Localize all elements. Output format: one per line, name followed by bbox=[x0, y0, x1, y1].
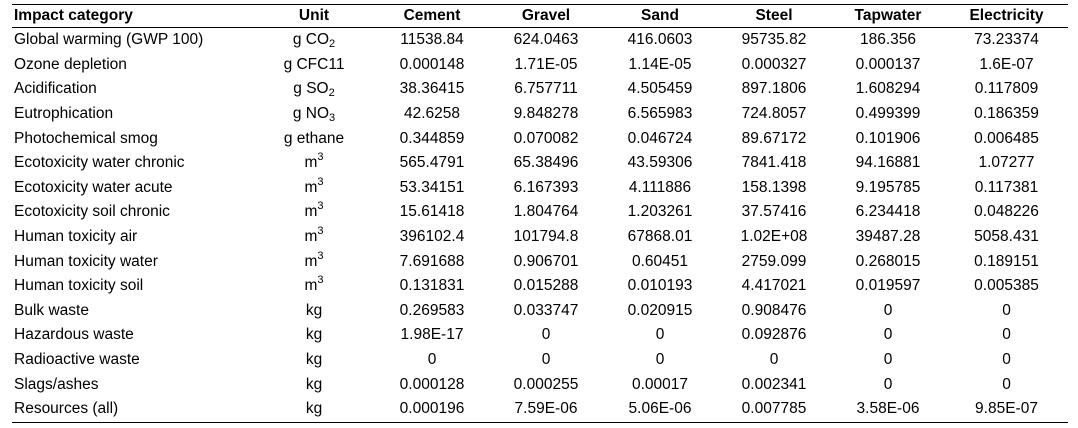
header-gravel: Gravel bbox=[489, 5, 603, 28]
steel-value-cell: 0.092876 bbox=[741, 326, 807, 344]
gravel-value-cell: 0.033747 bbox=[513, 301, 579, 319]
sand-value-cell: 0.046724 bbox=[627, 129, 693, 147]
steel-value-cell: 158.1398 bbox=[741, 178, 807, 196]
tapwater-value-cell: 9.195785 bbox=[855, 178, 921, 196]
unit-base: kg bbox=[305, 351, 323, 369]
tapwater-value-cell: 0.019597 bbox=[855, 277, 921, 295]
cement-value-cell: 0 bbox=[427, 351, 437, 369]
unit-superscript: 3 bbox=[317, 249, 324, 262]
electricity-value-cell: 0.006485 bbox=[974, 129, 1039, 147]
steel-value-cell: 0 bbox=[769, 351, 779, 369]
header-sand: Sand bbox=[603, 5, 717, 28]
cement-value-cell: 15.61418 bbox=[399, 203, 465, 221]
tapwater-value-cell: 0 bbox=[883, 326, 893, 344]
unit-cell bbox=[253, 176, 375, 201]
sand-value-cell: 0.010193 bbox=[627, 277, 693, 295]
table-row bbox=[12, 225, 1068, 250]
table-row bbox=[12, 348, 1068, 373]
tapwater-value-cell: 39487.28 bbox=[855, 228, 921, 246]
unit-base: g ethane bbox=[283, 129, 345, 147]
tapwater-value-cell: 0.499399 bbox=[855, 105, 921, 123]
sand-value-cell: 4.505459 bbox=[627, 80, 693, 98]
tapwater-value-cell: 186.356 bbox=[859, 31, 917, 49]
tapwater-value-cell: 3.58E-06 bbox=[831, 397, 945, 422]
electricity-value-cell: 0.189151 bbox=[974, 252, 1039, 270]
tapwater-value-cell: 0 bbox=[883, 351, 893, 369]
gravel-value-cell: 1.71E-05 bbox=[514, 55, 578, 73]
steel-value-cell: 0.002341 bbox=[741, 375, 807, 393]
electricity-value-cell: 0.048226 bbox=[974, 203, 1039, 221]
unit-base: g NO bbox=[292, 105, 330, 123]
table-row bbox=[12, 249, 1068, 274]
gravel-value-cell: 7.59E-06 bbox=[489, 397, 603, 422]
sand-value-cell: 43.59306 bbox=[627, 154, 693, 172]
unit-cell bbox=[253, 151, 375, 176]
unit-base: m bbox=[304, 228, 318, 246]
steel-value-cell: 0.007785 bbox=[717, 397, 831, 422]
impact-category-cell: Hazardous waste bbox=[14, 326, 134, 344]
electricity-value-cell: 9.85E-07 bbox=[945, 397, 1068, 422]
cement-value-cell: 11538.84 bbox=[400, 31, 464, 49]
table-row bbox=[12, 126, 1068, 151]
gravel-value-cell: 0.070082 bbox=[513, 129, 579, 147]
unit-base: kg bbox=[305, 375, 323, 393]
tapwater-value-cell: 0 bbox=[883, 301, 893, 319]
unit-base: kg bbox=[305, 301, 323, 319]
impact-category-cell: Ecotoxicity soil chronic bbox=[14, 203, 170, 221]
sand-value-cell: 5.06E-06 bbox=[603, 397, 717, 422]
steel-value-cell: 4.417021 bbox=[741, 277, 807, 295]
cement-value-cell: 0.000128 bbox=[399, 375, 465, 393]
cement-value-cell: 0.269583 bbox=[399, 301, 465, 319]
sand-value-cell: 6.565983 bbox=[627, 105, 693, 123]
unit-superscript: 3 bbox=[317, 274, 324, 287]
header-impact-category: Impact category bbox=[12, 5, 253, 28]
unit-cell bbox=[253, 102, 375, 127]
tapwater-value-cell: 0.268015 bbox=[855, 252, 921, 270]
electricity-value-cell: 0.186359 bbox=[974, 105, 1039, 123]
impact-category-cell: Radioactive waste bbox=[14, 351, 140, 369]
cement-value-cell: 53.34151 bbox=[399, 178, 465, 196]
unit-subscript: 2 bbox=[328, 87, 335, 100]
steel-value-cell: 0.908476 bbox=[741, 301, 807, 319]
electricity-value-cell: 0 bbox=[1002, 326, 1011, 344]
table-row bbox=[12, 200, 1068, 225]
unit-base: m bbox=[304, 277, 318, 295]
unit-base: kg bbox=[305, 326, 323, 344]
table-row bbox=[12, 372, 1068, 397]
table-row bbox=[12, 299, 1068, 324]
electricity-value-cell: 0 bbox=[1002, 375, 1011, 393]
cement-value-cell: 38.36415 bbox=[399, 80, 465, 98]
impact-category-cell: Ecotoxicity water chronic bbox=[14, 154, 185, 172]
table-row bbox=[12, 28, 1068, 53]
table-row bbox=[12, 176, 1068, 201]
table-row bbox=[12, 77, 1068, 102]
impact-category-cell: Human toxicity soil bbox=[14, 277, 144, 295]
sand-value-cell: 1.203261 bbox=[627, 203, 693, 221]
gravel-value-cell: 0.015288 bbox=[513, 277, 579, 295]
unit-base: g CO bbox=[292, 31, 330, 49]
unit-cell bbox=[253, 53, 375, 78]
impact-category-cell: Acidification bbox=[14, 80, 97, 98]
unit-subscript: 2 bbox=[329, 38, 336, 51]
tapwater-value-cell: 0 bbox=[883, 375, 893, 393]
tapwater-value-cell: 0.101906 bbox=[855, 129, 921, 147]
impact-category-cell: Bulk waste bbox=[14, 301, 89, 319]
impact-table bbox=[12, 4, 1068, 423]
electricity-value-cell: 0.117809 bbox=[974, 80, 1039, 98]
table-row bbox=[12, 102, 1068, 127]
sand-value-cell: 0.020915 bbox=[627, 301, 693, 319]
tapwater-value-cell: 0.000137 bbox=[855, 55, 921, 73]
gravel-value-cell: 0.000255 bbox=[513, 375, 579, 393]
gravel-value-cell: 0.906701 bbox=[513, 252, 579, 270]
unit-cell bbox=[253, 299, 375, 324]
gravel-value-cell: 0 bbox=[541, 351, 551, 369]
steel-value-cell: 897.1806 bbox=[741, 80, 807, 98]
header-electricity: Electricity bbox=[945, 5, 1068, 28]
sand-value-cell: 0 bbox=[655, 326, 665, 344]
header-tapwater: Tapwater bbox=[831, 5, 945, 28]
unit-base: m bbox=[304, 252, 318, 270]
impact-category-cell: Eutrophication bbox=[14, 105, 114, 123]
impact-category-cell: Human toxicity water bbox=[14, 252, 158, 270]
steel-value-cell: 89.67172 bbox=[741, 129, 807, 147]
impact-category-cell: Human toxicity air bbox=[14, 228, 138, 246]
cement-value-cell: 396102.4 bbox=[399, 228, 465, 246]
unit-cell bbox=[253, 200, 375, 225]
cement-value-cell: 42.6258 bbox=[403, 105, 461, 123]
table-row bbox=[12, 151, 1068, 176]
unit-cell bbox=[253, 274, 375, 299]
unit-cell bbox=[253, 372, 375, 397]
header-steel: Steel bbox=[717, 5, 831, 28]
tapwater-value-cell: 6.234418 bbox=[855, 203, 921, 221]
impact-category-cell: Global warming (GWP 100) bbox=[14, 31, 204, 49]
unit-cell bbox=[253, 397, 375, 422]
electricity-value-cell: 0 bbox=[1002, 301, 1011, 319]
sand-value-cell: 4.111886 bbox=[628, 178, 692, 196]
gravel-value-cell: 1.804764 bbox=[513, 203, 579, 221]
steel-value-cell: 37.57416 bbox=[741, 203, 807, 221]
unit-cell bbox=[253, 225, 375, 250]
cement-value-cell: 0.131831 bbox=[399, 277, 465, 295]
cement-value-cell: 0.344859 bbox=[399, 129, 465, 147]
unit-superscript: 3 bbox=[317, 225, 324, 238]
header-cement: Cement bbox=[375, 5, 489, 28]
electricity-value-cell: 73.23374 bbox=[974, 31, 1039, 49]
sand-value-cell: 67868.01 bbox=[627, 228, 693, 246]
header-row bbox=[12, 5, 1068, 28]
electricity-value-cell: 1.07277 bbox=[978, 154, 1035, 172]
unit-cell bbox=[253, 77, 375, 102]
table-row bbox=[12, 323, 1068, 348]
gravel-value-cell: 101794.8 bbox=[513, 228, 579, 246]
unit-base: g SO bbox=[293, 80, 329, 98]
gravel-value-cell: 6.757711 bbox=[514, 80, 578, 98]
unit-base: m bbox=[304, 178, 318, 196]
electricity-value-cell: 1.6E-07 bbox=[979, 55, 1034, 73]
unit-superscript: 3 bbox=[317, 151, 324, 164]
gravel-value-cell: 624.0463 bbox=[513, 31, 579, 49]
steel-value-cell: 0.000327 bbox=[741, 55, 807, 73]
unit-base: g CFC11 bbox=[283, 55, 345, 73]
unit-cell bbox=[253, 28, 375, 53]
unit-superscript: 3 bbox=[317, 200, 324, 213]
gravel-value-cell: 6.167393 bbox=[513, 178, 579, 196]
steel-value-cell: 7841.418 bbox=[741, 154, 807, 172]
impact-category-cell: Ozone depletion bbox=[14, 55, 127, 73]
sand-value-cell: 0.00017 bbox=[631, 375, 689, 393]
steel-value-cell: 2759.099 bbox=[741, 252, 807, 270]
steel-value-cell: 1.02E+08 bbox=[740, 228, 808, 246]
gravel-value-cell: 65.38496 bbox=[513, 154, 579, 172]
cement-value-cell: 0.000148 bbox=[399, 55, 465, 73]
gravel-value-cell: 9.848278 bbox=[513, 105, 579, 123]
cement-value-cell: 1.98E-17 bbox=[400, 326, 464, 344]
impact-category-cell: Photochemical smog bbox=[14, 129, 158, 147]
steel-value-cell: 95735.82 bbox=[741, 31, 807, 49]
electricity-value-cell: 0.117381 bbox=[974, 178, 1039, 196]
unit-cell bbox=[253, 348, 375, 373]
tapwater-value-cell: 1.608294 bbox=[855, 80, 921, 98]
sand-value-cell: 0 bbox=[655, 351, 665, 369]
unit-cell bbox=[253, 249, 375, 274]
cement-value-cell: 0.000196 bbox=[375, 397, 489, 422]
impact-category-cell: Slags/ashes bbox=[14, 375, 99, 393]
cement-value-cell: 7.691688 bbox=[399, 252, 465, 270]
table-row bbox=[12, 397, 1068, 422]
unit-cell bbox=[253, 323, 375, 348]
gravel-value-cell: 0 bbox=[541, 326, 551, 344]
table-row bbox=[12, 53, 1068, 78]
steel-value-cell: 724.8057 bbox=[741, 105, 807, 123]
electricity-value-cell: 5058.431 bbox=[974, 228, 1039, 246]
unit-base: m bbox=[304, 154, 318, 172]
impact-category-cell: Ecotoxicity water acute bbox=[14, 178, 173, 196]
electricity-value-cell: 0 bbox=[1002, 351, 1011, 369]
sand-value-cell: 1.14E-05 bbox=[628, 55, 692, 73]
unit-base: m bbox=[304, 203, 318, 221]
table-row bbox=[12, 274, 1068, 299]
sand-value-cell: 416.0603 bbox=[627, 31, 693, 49]
cement-value-cell: 565.4791 bbox=[399, 154, 465, 172]
header-unit: Unit bbox=[253, 5, 375, 28]
unit-superscript: 3 bbox=[317, 175, 324, 188]
unit-subscript: 3 bbox=[329, 112, 336, 125]
tapwater-value-cell: 94.16881 bbox=[855, 154, 921, 172]
unit-base: kg bbox=[305, 400, 323, 418]
electricity-value-cell: 0.005385 bbox=[974, 277, 1039, 295]
unit-cell bbox=[253, 126, 375, 151]
impact-category-cell: Resources (all) bbox=[12, 397, 253, 422]
sand-value-cell: 0.60451 bbox=[631, 252, 689, 270]
